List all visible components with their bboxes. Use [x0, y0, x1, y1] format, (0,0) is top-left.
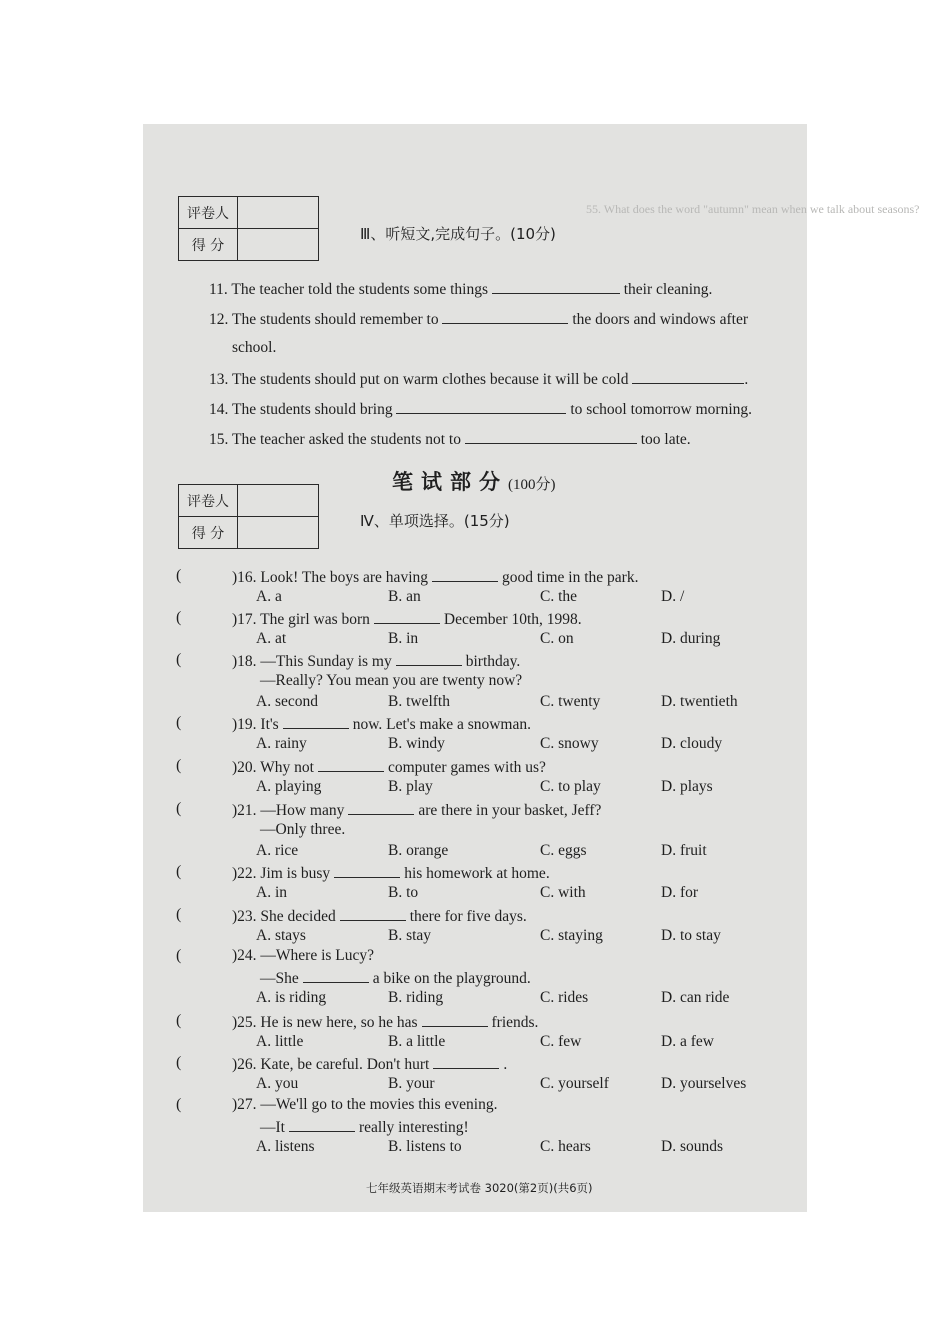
option-a[interactable]: A. at — [256, 630, 287, 647]
option-d[interactable]: D. / — [661, 588, 685, 605]
option-a[interactable]: A. playing — [256, 778, 322, 795]
answer-blank[interactable] — [433, 1054, 499, 1069]
answer-blank[interactable] — [318, 757, 384, 772]
option-c[interactable]: C. staying — [540, 927, 603, 944]
answer-blank[interactable] — [303, 968, 369, 983]
option-b[interactable]: B. stay — [388, 927, 432, 944]
answer-bracket[interactable]: ( — [176, 947, 182, 964]
answer-bracket[interactable]: ( — [176, 567, 182, 584]
question-stem: )22. Jim is busy his homework at home. — [232, 865, 550, 882]
option-a[interactable]: A. little — [256, 1033, 304, 1050]
option-b[interactable]: B. to — [388, 884, 419, 901]
question-stem: )17. The girl was born December 10th, 1998. — [232, 611, 582, 628]
section-heading-listening: Ⅲ、听短文,完成句子。(10分) — [360, 225, 556, 243]
question-line2: —Only three. — [260, 821, 346, 838]
listening-item-12-cont: school. — [232, 339, 277, 356]
option-d[interactable]: D. yourselves — [661, 1075, 747, 1092]
option-b[interactable]: B. your — [388, 1075, 435, 1092]
option-d[interactable]: D. for — [661, 884, 699, 901]
option-c[interactable]: C. rides — [540, 989, 589, 1006]
question-line2: —It really interesting! — [260, 1119, 469, 1136]
score-label: 得 分 — [179, 229, 238, 261]
reviewer-label: 评卷人 — [179, 485, 238, 517]
answer-blank[interactable] — [422, 1012, 488, 1027]
option-d[interactable]: D. cloudy — [661, 735, 723, 752]
question-stem: )25. He is new here, so he has friends. — [232, 1014, 539, 1031]
question-line2: —She a bike on the playground. — [260, 970, 531, 987]
listening-item-11: 11. The teacher told the students some things their cleaning. — [209, 281, 713, 298]
answer-blank[interactable] — [283, 714, 349, 729]
option-c[interactable]: C. to play — [540, 778, 601, 795]
score-field — [238, 229, 319, 261]
answer-blank[interactable] — [289, 1117, 355, 1132]
grader-box-written — [178, 484, 319, 549]
option-c[interactable]: C. yourself — [540, 1075, 609, 1092]
reviewer-label: 评卷人 — [179, 197, 238, 229]
page-footer: 七年级英语期末考试卷 3020(第2页)(共6页) — [366, 1181, 593, 1195]
answer-blank[interactable] — [374, 609, 440, 624]
option-b[interactable]: B. orange — [388, 842, 449, 859]
score-label: 得 分 — [179, 517, 238, 549]
option-a[interactable]: A. in — [256, 884, 287, 901]
question-stem: )16. Look! The boys are having good time in the park. — [232, 569, 639, 586]
option-b[interactable]: B. riding — [388, 989, 444, 1006]
listening-item-15: 15. The teacher asked the students not to too late. — [209, 431, 691, 448]
question-stem: )26. Kate, be careful. Don't hurt . — [232, 1056, 508, 1073]
answer-blank[interactable] — [442, 309, 568, 324]
question-stem: )23. She decided there for five days. — [232, 908, 527, 925]
option-b[interactable]: B. windy — [388, 735, 445, 752]
reviewer-field — [238, 197, 319, 229]
listening-item-13: 13. The students should put on warm clothes because it will be cold . — [209, 371, 749, 388]
option-d[interactable]: D. to stay — [661, 927, 721, 944]
option-a[interactable]: A. you — [256, 1075, 299, 1092]
answer-bracket[interactable]: ( — [176, 714, 182, 731]
option-d[interactable]: D. fruit — [661, 842, 707, 859]
answer-blank[interactable] — [396, 651, 462, 666]
section-heading-choice: Ⅳ、单项选择。(15分) — [360, 512, 510, 530]
question-stem: )21. —How many are there in your basket, Jeff? — [232, 802, 602, 819]
answer-blank[interactable] — [396, 399, 566, 414]
written-section-title: 笔试部分(100分) — [392, 469, 556, 494]
option-c[interactable]: C. on — [540, 630, 574, 647]
option-a[interactable]: A. rice — [256, 842, 299, 859]
answer-bracket[interactable]: ( — [176, 757, 182, 774]
answer-bracket[interactable]: ( — [176, 1054, 182, 1071]
option-d[interactable]: D. plays — [661, 778, 713, 795]
option-a[interactable]: A. stays — [256, 927, 306, 944]
option-a[interactable]: A. is riding — [256, 989, 327, 1006]
option-a[interactable]: A. a — [256, 588, 282, 605]
option-c[interactable]: C. snowy — [540, 735, 599, 752]
answer-blank[interactable] — [465, 429, 637, 444]
option-d[interactable]: D. can ride — [661, 989, 730, 1006]
option-c[interactable]: C. eggs — [540, 842, 587, 859]
question-stem: )19. It's now. Let's make a snowman. — [232, 716, 531, 733]
option-c[interactable]: C. with — [540, 884, 586, 901]
reviewer-field — [238, 485, 319, 517]
option-c[interactable]: C. twenty — [540, 693, 601, 710]
grader-box-listening — [178, 196, 319, 261]
answer-blank[interactable] — [348, 800, 414, 815]
answer-bracket[interactable]: ( — [176, 906, 182, 923]
option-d[interactable]: D. during — [661, 630, 721, 647]
score-field — [238, 517, 319, 549]
question-line2: —Really? You mean you are twenty now? — [260, 672, 523, 689]
answer-bracket[interactable]: ( — [176, 863, 182, 880]
listening-item-14: 14. The students should bring to school tomorrow morning. — [209, 401, 753, 418]
option-b[interactable]: B. listens to — [388, 1138, 462, 1155]
option-d[interactable]: D. a few — [661, 1033, 714, 1050]
question-stem: )24. —Where is Lucy? — [232, 947, 375, 964]
option-d[interactable]: D. twentieth — [661, 693, 738, 710]
question-stem: )20. Why not computer games with us? — [232, 759, 546, 776]
option-a[interactable]: A. second — [256, 693, 318, 710]
answer-blank[interactable] — [632, 369, 744, 384]
option-c[interactable]: C. the — [540, 588, 578, 605]
question-stem: )27. —We'll go to the movies this evening. — [232, 1096, 498, 1113]
answer-bracket[interactable]: ( — [176, 800, 182, 817]
option-a[interactable]: A. listens — [256, 1138, 315, 1155]
option-b[interactable]: B. play — [388, 778, 433, 795]
question-stem: )18. —This Sunday is my birthday. — [232, 653, 521, 670]
option-b[interactable]: B. an — [388, 588, 421, 605]
answer-blank[interactable] — [432, 567, 498, 582]
answer-blank[interactable] — [492, 279, 620, 294]
option-b[interactable]: B. in — [388, 630, 419, 647]
answer-blank[interactable] — [334, 863, 400, 878]
option-d[interactable]: D. sounds — [661, 1138, 724, 1155]
option-c[interactable]: C. few — [540, 1033, 582, 1050]
answer-bracket[interactable]: ( — [176, 1012, 182, 1029]
option-a[interactable]: A. rainy — [256, 735, 307, 752]
answer-blank[interactable] — [340, 906, 406, 921]
answer-bracket[interactable]: ( — [176, 1096, 182, 1113]
option-c[interactable]: C. hears — [540, 1138, 591, 1155]
listening-item-12: 12. The students should remember to the doors and windows after — [209, 311, 748, 328]
answer-bracket[interactable]: ( — [176, 651, 182, 668]
bleed-through-text: 55. What does the word "autumn" mean when we talk about seasons? — [586, 202, 920, 216]
answer-bracket[interactable]: ( — [176, 609, 182, 626]
option-b[interactable]: B. a little — [388, 1033, 446, 1050]
option-b[interactable]: B. twelfth — [388, 693, 450, 710]
